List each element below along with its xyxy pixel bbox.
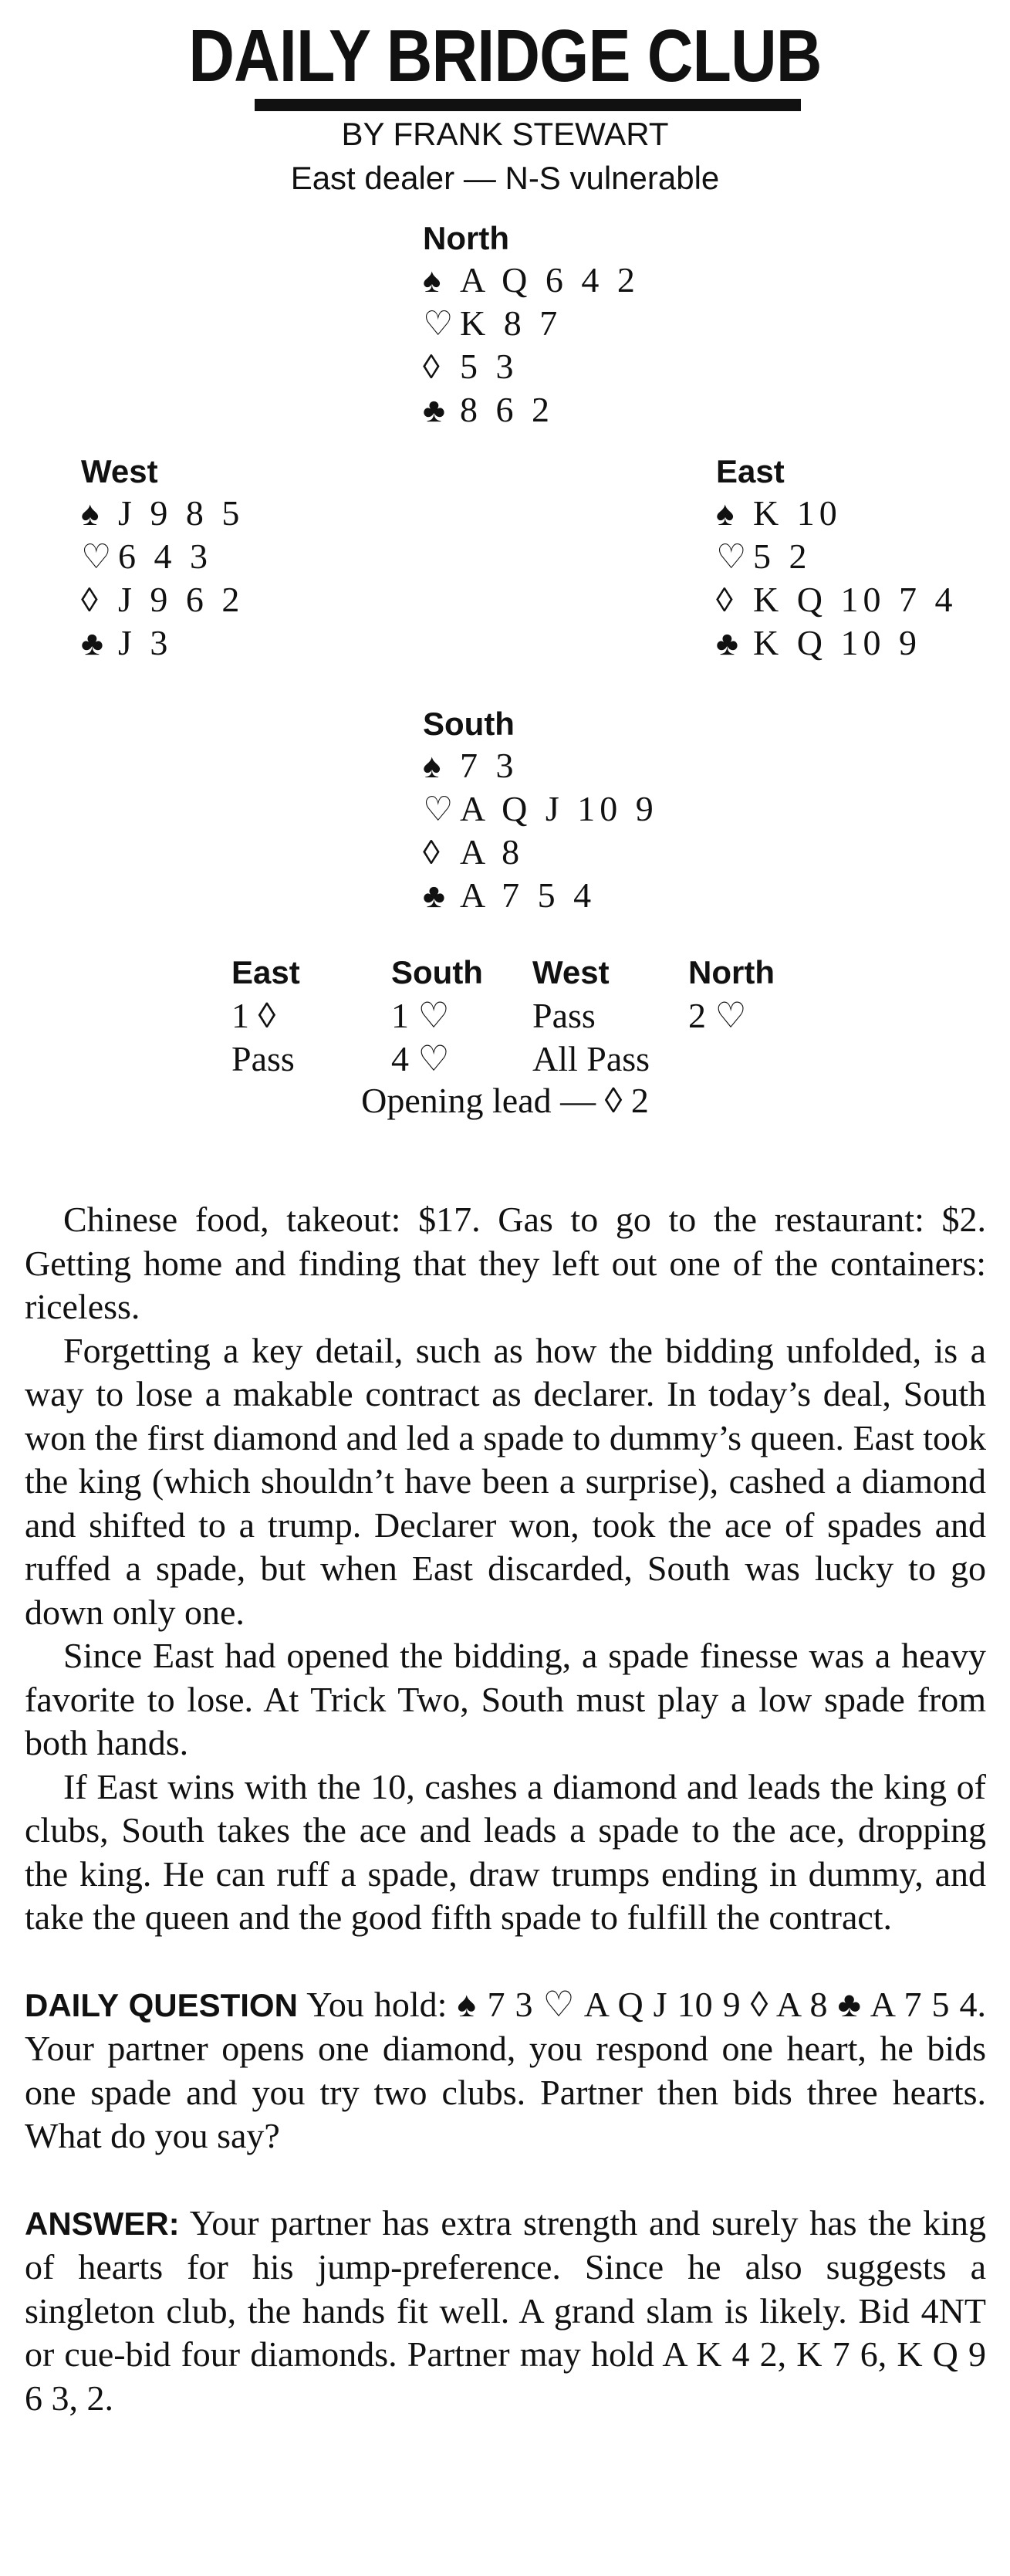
auction-header-north: North: [688, 954, 775, 990]
article-paragraph: Chinese food, takeout: $17. Gas to go to the restaurant: $2. Getting home and finding that they left out one of the containers: riceless.: [25, 1200, 986, 1326]
heart-icon: ♡: [81, 538, 112, 576]
north-hearts: K 8 7: [460, 303, 562, 343]
question-text: You hold: ♠ 7 3 ♡ A Q J 10 9 ◊ A 8 ♣ A 7 5 4. Your partner opens one diamond, you respond one heart, he bids one spade and you try two clubs. Partner then bids three hearts. What do you say?: [25, 1984, 987, 2155]
answer-label: ANSWER:: [25, 2205, 180, 2242]
spacer: [25, 2158, 986, 2202]
article-paragraph: Forgetting a key detail, such as how the bidding unfolded, is a way to lose a makable contract as declarer. In today’s deal, South won the first diamond and led a spade to dummy’s queen. East took the king (which shouldn’t have been a surprise), cashed a diamond and shifted to a trump. Declarer won, took the ace of spades and ruffed a spade, but when East discarded, South was lucky to go down only one.: [25, 1330, 986, 1632]
article-body: [25, 1198, 986, 2420]
auction-header-south: South: [391, 954, 483, 990]
auction-header-east: East: [231, 954, 300, 990]
north-hand: [423, 218, 640, 432]
south-clubs: A 7 5 4: [460, 875, 596, 915]
north-spades: A Q 6 4 2: [460, 260, 640, 300]
bid-cell: Pass: [532, 996, 596, 1035]
west-spades: J 9 8 5: [118, 493, 245, 533]
article-paragraph: If East wins with the 10, cashes a diamond and leads the king of clubs, South takes the ace and leads a spade to the ace, dropping the king. He can ruff a spade, draw trumps ending in dummy, and take the queen and the good fifth spade to fulfill the contract.: [25, 1766, 986, 1937]
west-clubs: J 3: [118, 623, 173, 662]
club-icon: ♣: [81, 625, 103, 662]
spade-icon: ♠: [81, 495, 100, 533]
club-icon: ♣: [423, 391, 445, 429]
heart-icon: ♡: [716, 538, 747, 576]
heart-icon: ♡: [423, 790, 454, 828]
opening-lead: Opening lead — ◊ 2: [361, 1081, 649, 1120]
south-diamonds: A 8: [460, 832, 525, 872]
south-hand: [423, 704, 658, 917]
spade-icon: ♠: [423, 747, 441, 785]
hand-name: East: [716, 453, 785, 489]
bid-cell: 1 ◊: [231, 996, 276, 1035]
diamond-icon: ◊: [716, 581, 733, 619]
diamond-icon: ◊: [423, 834, 440, 872]
east-spades: K 10: [753, 493, 842, 533]
spacer: [25, 1940, 986, 1983]
club-icon: ♣: [423, 877, 445, 915]
spade-icon: ♠: [423, 262, 441, 300]
east-hearts: 5 2: [753, 537, 812, 576]
heart-icon: ♡: [423, 305, 454, 343]
hand-name: South: [423, 706, 515, 742]
east-hand: [716, 452, 957, 665]
bid-cell: 2 ♡: [688, 996, 747, 1035]
south-hearts: A Q J 10 9: [460, 789, 658, 828]
title-rule: [255, 99, 801, 111]
east-diamonds: K Q 10 7 4: [753, 580, 958, 619]
question-label: DAILY QUESTION: [25, 1986, 298, 2023]
article-paragraph: Since East had opened the bidding, a spade finesse was a heavy favorite to lose. At Trick Two, South must play a low spade from both hands.: [25, 1636, 986, 1762]
answer: [25, 2202, 986, 2421]
club-icon: ♣: [716, 625, 738, 662]
north-diamonds: 5 3: [460, 347, 519, 386]
byline: BY FRANK STEWART: [341, 116, 669, 152]
hand-name: North: [423, 220, 509, 256]
answer-text: Your partner has extra strength and surely has the king of hearts for his jump-preference. Since he also suggests a singleton club, the hands fit well. A grand slam is likely. Bid 4NT or cue-bid four diamonds. Partner may hold A K 4 2, K 7 6, K Q 9 6 3, 2.: [25, 2202, 987, 2418]
hand-name: West: [81, 453, 158, 489]
page-title: DAILY BRIDGE CLUB: [188, 15, 822, 97]
auction-header-west: West: [532, 954, 610, 990]
west-diamonds: J 9 6 2: [118, 580, 245, 619]
east-clubs: K Q 10 9: [753, 623, 921, 662]
diamond-icon: ◊: [423, 348, 440, 386]
north-clubs: 8 6 2: [460, 390, 554, 429]
west-hearts: 6 4 3: [118, 537, 212, 576]
diamond-icon: ◊: [81, 581, 98, 619]
south-spades: 7 3: [460, 746, 519, 785]
spade-icon: ♠: [716, 495, 735, 533]
deal-info: East dealer — N-S vulnerable: [290, 160, 720, 196]
bid-cell: 1 ♡: [391, 996, 450, 1035]
daily-question: [25, 1983, 986, 2158]
west-hand: [81, 452, 244, 665]
bid-cell: All Pass: [532, 1039, 650, 1078]
bid-cell: Pass: [231, 1039, 295, 1078]
bid-cell: 4 ♡: [391, 1039, 450, 1078]
